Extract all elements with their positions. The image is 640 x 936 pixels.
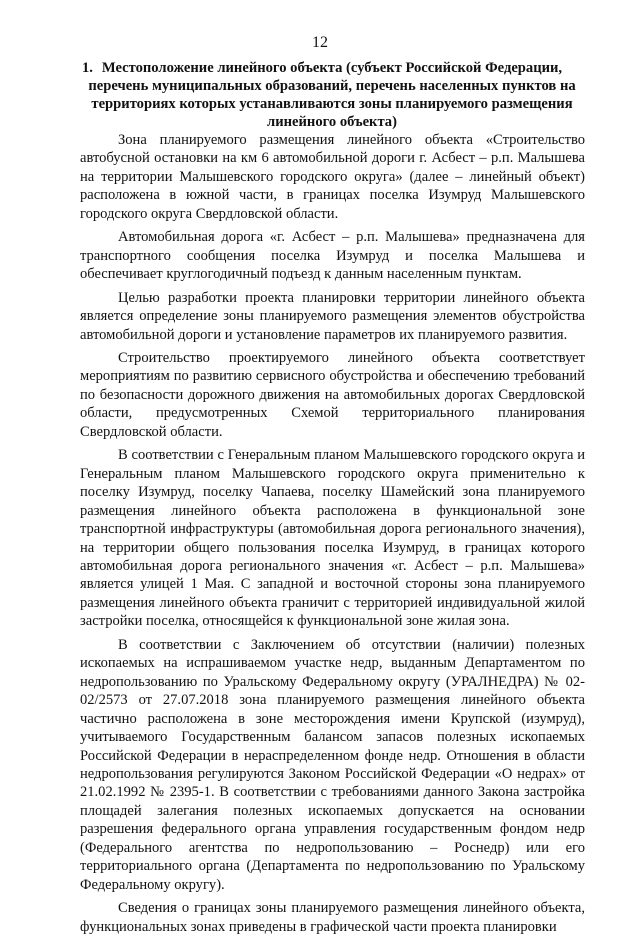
paragraph-location: Зона планируемого размещения линейного объекта «Строительство автобусной остановки на км 6 автомобильной дороги г. Асбест – р.п. Малышева на территории Малышевского городского округа» (далее – линейный объект) расположена в южной части, в границах поселка Изумруд Малышевского городского округа Свердловской области. bbox=[80, 132, 585, 222]
section-heading bbox=[82, 59, 582, 131]
paragraph-project-goal: Целью разработки проекта планировки территории линейного объекта является определение зоны планируемого размещения элементов обустройства автомобильной дороги и установление параметров их планируемого развития. bbox=[80, 289, 585, 343]
paragraph-subsoil: В соответствии с Заключением об отсутствии (наличии) полезных ископаемых на испрашиваемом участке недр, выданным Департаментом по недропользованию по Уральскому Федеральному округу (УРАЛНЕДРА) № 02-02/2573 от 27.07.2018 зона планируемого размещения линейного объекта частично расположена в зоне месторождения имени Крупской (изумруд), учитываемого Государственным балансом запасов полезных ископаемых Российской Федерации в нераспределенном фонде недр. Отношения в области недропользования регулируются Законом Российской Федерации «О недрах» от 21.02.1992 № 2395-1. В соответствии с требованиями данного Закона застройка площадей залегания полезных ископаемых допускается на основании разрешения федерального органа управления государственным фондом недр (Федерального агентства по недропользованию – Роснедр) или его территориального органа (Департамента по недропользованию по Уральскому Федеральному округу). bbox=[80, 636, 585, 893]
paragraph-boundaries: Сведения о границах зоны планируемого размещения линейного объекта, функциональных зонах приведены в графической части проекта планировки bbox=[80, 900, 585, 935]
paragraph-road-purpose: Автомобильная дорога «г. Асбест – р.п. Малышева» предназначена для транспортного сообщения поселка Изумруд и поселка Малышева и обеспечивает круглогодичный подъезд к данным населенным пунктам. bbox=[80, 229, 585, 283]
section-title: Местоположение линейного объекта (субъект Российской Федерации, перечень муниципальных образований, перечень населенных пунктов на территориях которых устанавливаются зоны планируемого размещения линейного объекта) bbox=[88, 60, 576, 130]
paragraph-general-plan: В соответствии с Генеральным планом Малышевского городского округа и Генеральным планом Малышевского городского округа применительно к поселку Изумруд, поселку Чапаева, поселку Шамейский зона планируемого размещения линейного объекта расположена в функциональной зоне транспортной инфраструктуры (автомобильная дорога регионального значения), на территории общего пользования поселка Изумруд, в границах которого автомобильная дорога регионального значения «г. Асбест – р.п. Малышева» является улицей 1 Мая. С западной и восточной стороны зона планируемого размещения линейного объекта граничит с территорией индивидуальной жилой застройки поселка, относящейся к функциональной зоне жилая зона. bbox=[80, 447, 585, 630]
body-text bbox=[80, 131, 585, 936]
paragraph-compliance: Строительство проектируемого линейного объекта соответствует мероприятиям по развитию сервисного обустройства и обеспечению требований по безопасности дорожного движения на автомобильных дорогах Свердловской области, предусмотренных Схемой территориального планирования Свердловской области. bbox=[80, 349, 585, 440]
section-number: 1. bbox=[82, 60, 93, 76]
page-number: 12 bbox=[312, 34, 328, 51]
